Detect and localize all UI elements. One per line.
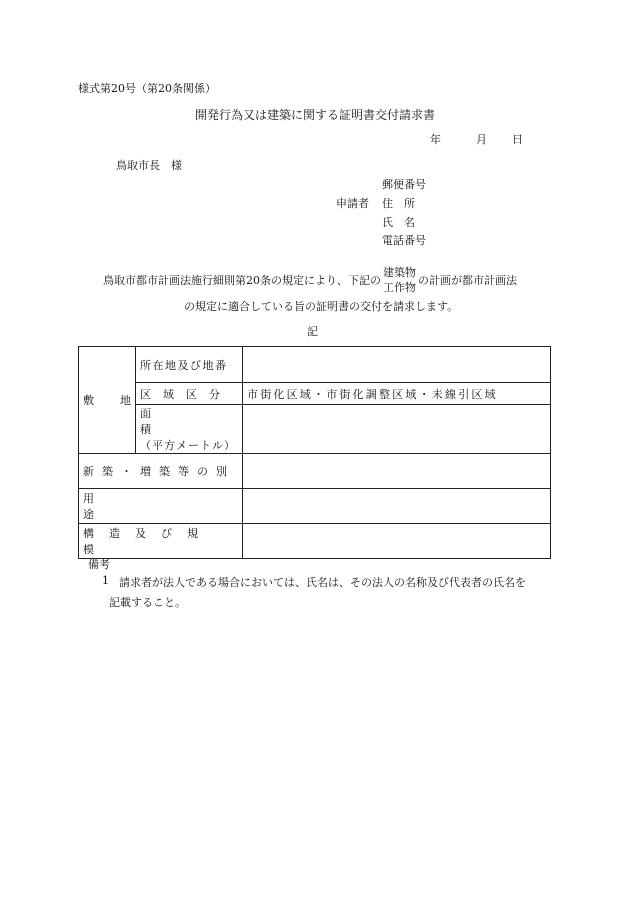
remarks-heading: 備考 <box>88 558 110 571</box>
remarks-item-line2: 記載すること。 <box>109 596 186 609</box>
applicant-heading: 申請者 <box>336 197 369 210</box>
date-month: 月 <box>476 133 487 146</box>
body-text-before: 鳥取市都市計画法施行細則第20条の規定により、下記の <box>103 274 381 287</box>
name-label: 氏 名 <box>382 216 415 229</box>
request-body-line2: の規定に適合している旨の証明書の交付を請求します。 <box>184 300 459 313</box>
structure-label: 構造及び規模 <box>79 524 243 559</box>
details-table <box>78 346 551 559</box>
remarks-item-number: 1 <box>102 574 109 587</box>
page-title: 開発行為又は建築に関する証明書交付請求書 <box>195 108 436 122</box>
date-day: 日 <box>512 133 523 146</box>
remarks-item-line1: 請求者が法人である場合においては、氏名は、その法人の名称及び代表者の氏名を <box>119 576 526 589</box>
ki-label: 記 <box>307 325 318 338</box>
form-number: 様式第20号（第20条関係） <box>78 82 216 95</box>
site-label-char: 敷 <box>83 394 94 407</box>
request-body-line1 <box>103 265 517 295</box>
site-cell <box>79 347 136 454</box>
address-label: 住 所 <box>382 197 415 210</box>
location-value <box>243 347 551 383</box>
zone-value: 市街化区域・市街化調整区域・未線引区域 <box>243 383 551 405</box>
choice-building: 建築物 <box>383 266 416 279</box>
postal-code-label: 郵便番号 <box>382 178 426 191</box>
building-choice <box>383 265 416 295</box>
location-label: 所在地及び地番 <box>136 347 243 383</box>
construction-type-value <box>243 454 551 489</box>
addressee: 鳥取市長 様 <box>116 159 182 172</box>
phone-label: 電話番号 <box>382 234 426 247</box>
body-text-after: の計画が都市計画法 <box>418 274 517 287</box>
use-label: 用途 <box>79 489 243 524</box>
area-label: 面積 <box>140 407 203 436</box>
use-value <box>243 489 551 524</box>
choice-structure: 工作物 <box>383 281 416 294</box>
site-label <box>83 392 131 408</box>
area-label-cell <box>136 405 243 454</box>
area-unit: （平方メートル） <box>140 439 236 452</box>
construction-type-label: 新築・増築等の別 <box>79 454 243 489</box>
area-value <box>243 405 551 454</box>
zone-label: 区域区分 <box>136 383 243 405</box>
site-label-char: 地 <box>120 394 131 407</box>
structure-value <box>243 524 551 559</box>
date-year: 年 <box>430 133 441 146</box>
